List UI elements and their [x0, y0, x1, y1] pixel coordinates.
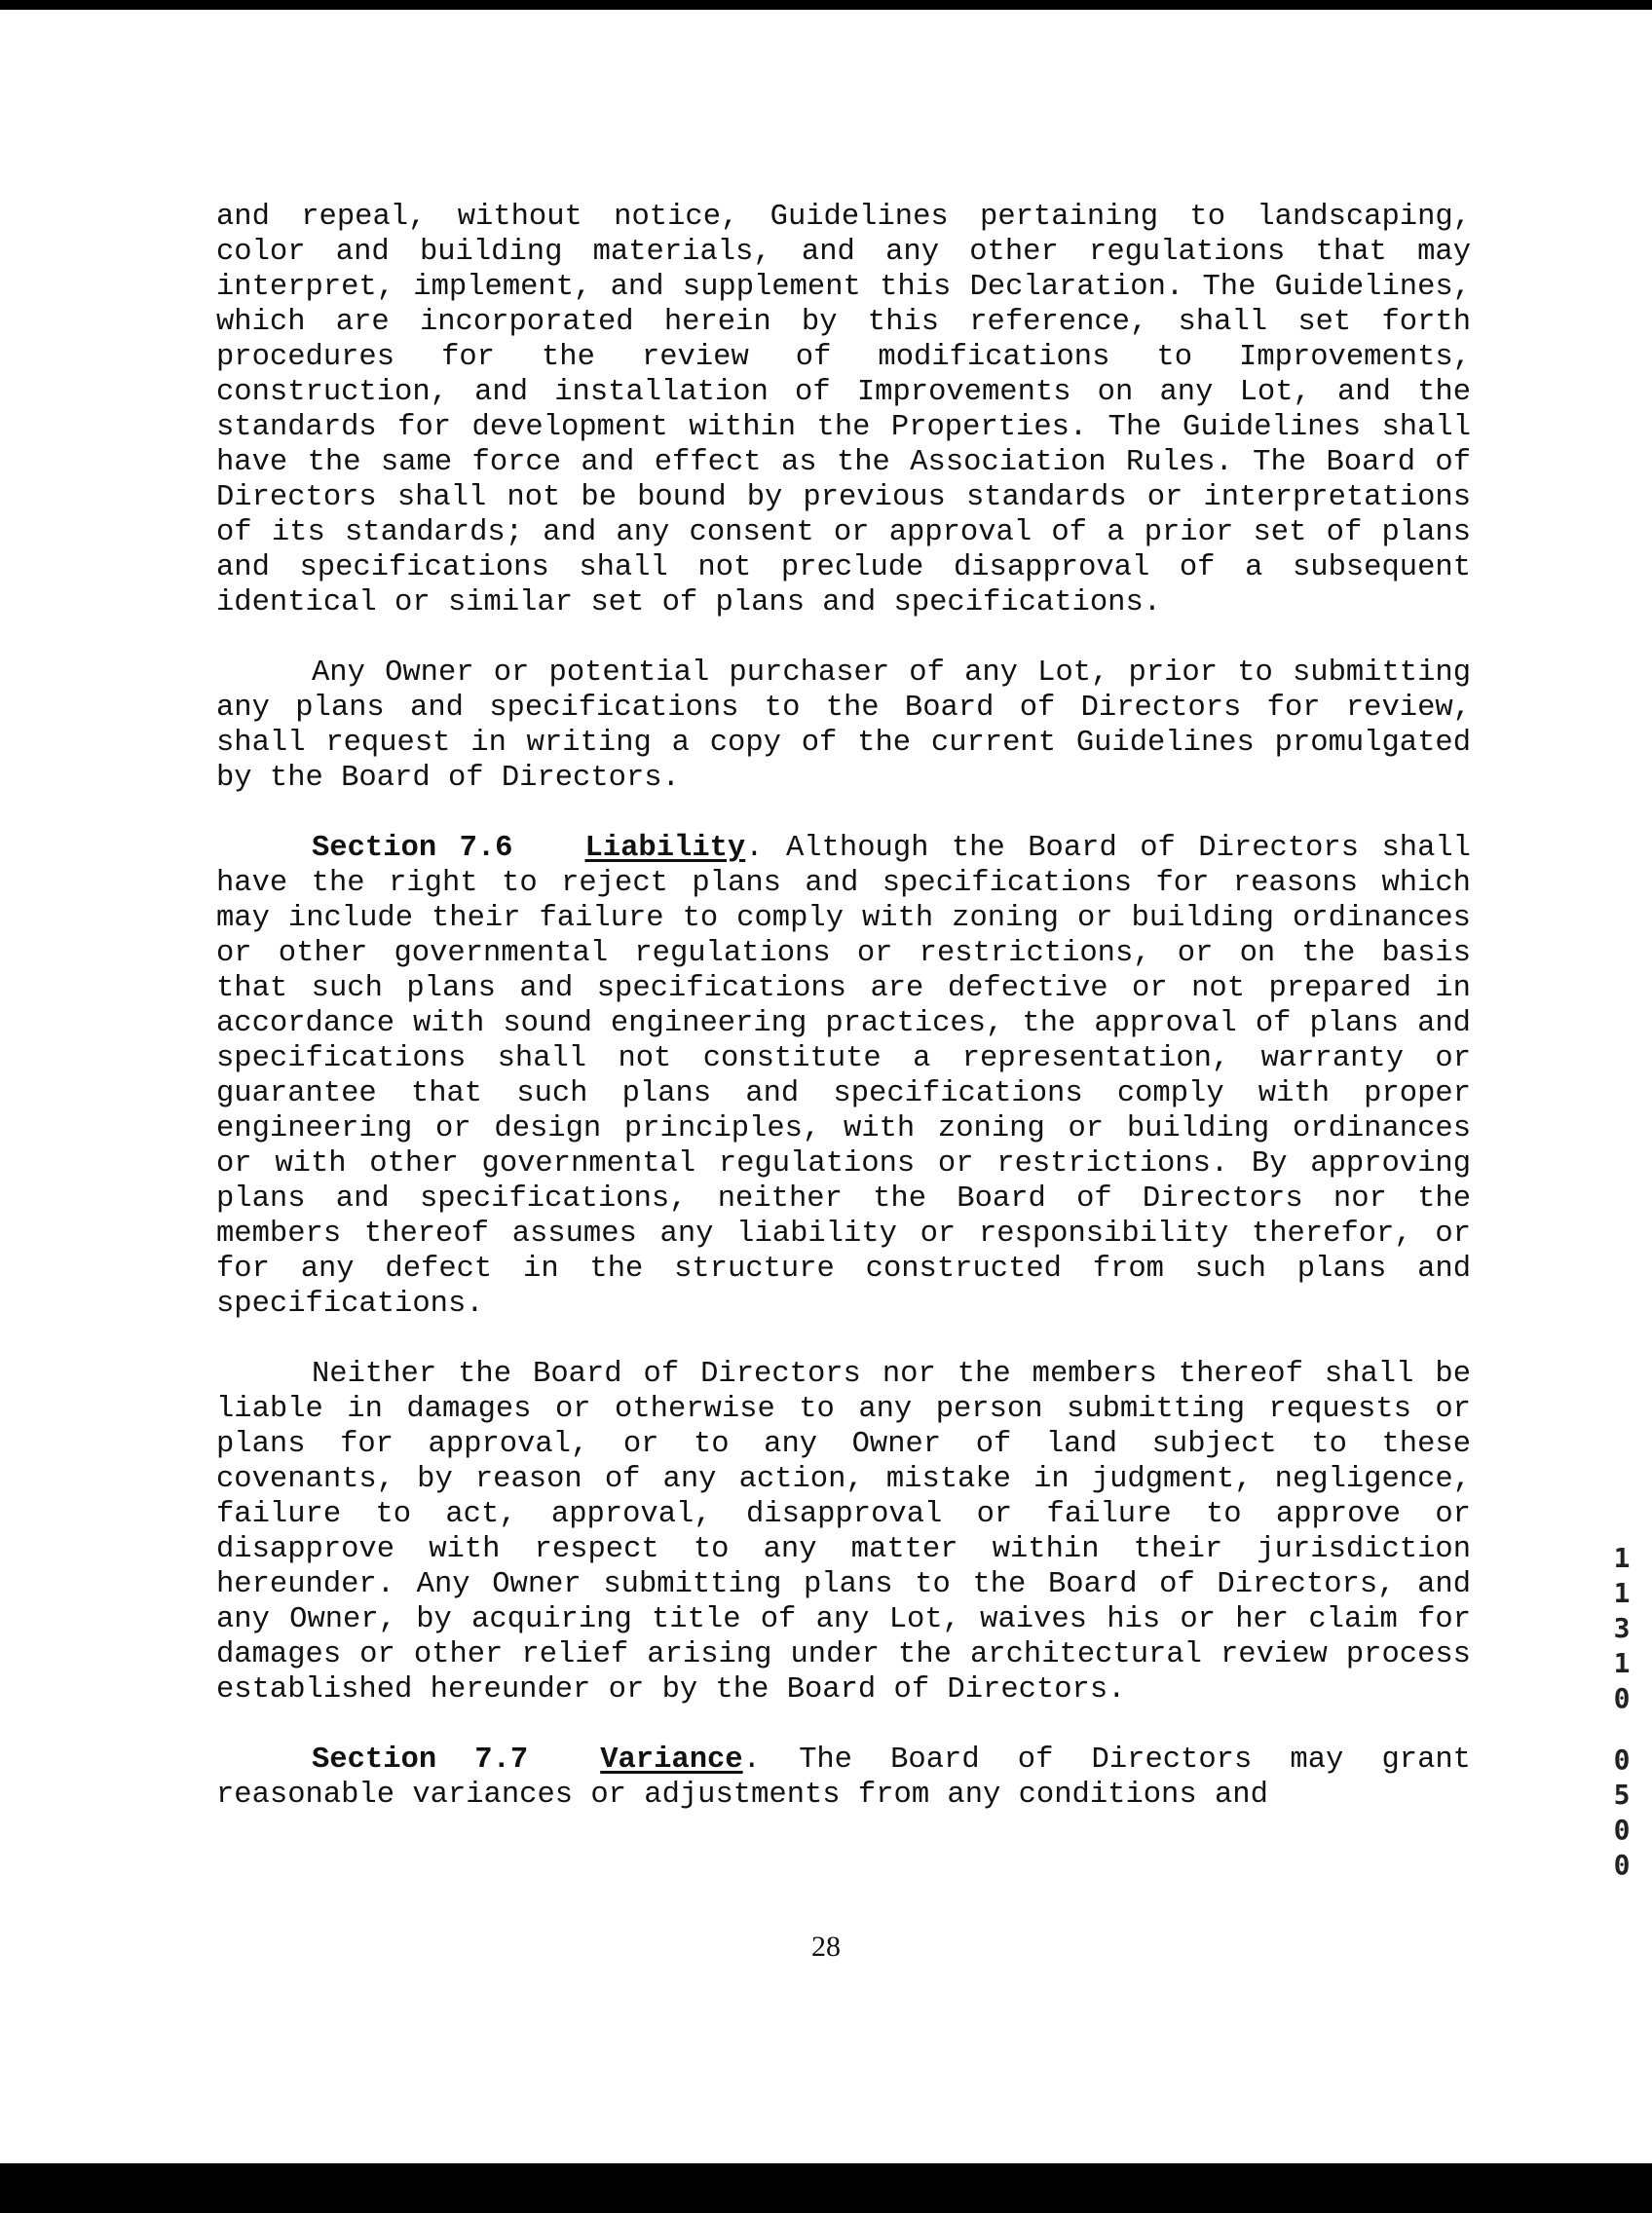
section-7-7-text: . The Board of Directors may grant reasonable variances or adjustments from any conditions and	[216, 1744, 1471, 1812]
margin-stamp-upper	[1607, 1541, 1636, 1716]
scan-top-edge	[0, 0, 1652, 10]
document-body	[216, 200, 1471, 1813]
section-7-6-text: . Although the Board of Directors shall have the right to reject plans and specifications for reasons which may include their failure to comply with zoning or building ordinances or other governmental regulations or restrictions, or on the basis that such plans and specifications are defective or not prepared in accordance with sound engineering practices, the approval of plans and specifications shall not constitute a representation, warranty or guarantee that such plans and specifications comply with proper engineering or design principles, with zoning or building ordinances or with other governmental regulations or restrictions. By approving plans and specifications, neither the Board of Directors nor the members thereof assumes any liability or responsibility therefor, or for any defect in the structure constructed from such plans and specifications.	[216, 832, 1471, 1321]
section-7-6-title: Liability	[584, 832, 746, 865]
paragraph-liability-waiver: Neither the Board of Directors nor the members thereof shall be liable in damages or otherwise to any person submitting requests or plans for approval, or to any Owner of land subject to these covenants, by reason of any action, mistake in judgment, negligence, failure to act, approval, disapproval or failure to approve or disapprove with respect to any matter within their jurisdiction hereunder. Any Owner submitting plans to the Board of Directors, and any Owner, by acquiring title of any Lot, waives his or her claim for damages or other relief arising under the architectural review process established hereunder or by the Board of Directors.	[216, 1358, 1471, 1707]
page-number: 28	[811, 1931, 841, 1963]
section-7-6-paragraph	[216, 831, 1471, 1322]
stamp-digit: 1	[1613, 1647, 1631, 1679]
stamp-digit: 0	[1613, 1744, 1631, 1776]
section-7-7-title: Variance	[600, 1744, 743, 1777]
stamp-digit: 0	[1613, 1682, 1631, 1714]
paragraph-owner-request: Any Owner or potential purchaser of any Lot, prior to submitting any plans and specifications to the Board of Directors for review, shall request in writing a copy of the current Guidelines promulgated by the Board of Directors.	[216, 656, 1471, 795]
paragraph-guidelines: and repeal, without notice, Guidelines pertaining to landscaping, color and building materials, and any other regulations that may interpret, implement, and supplement this Declaration. The Guidelines, which are incorporated herein by this reference, shall set forth procedures for the review of modifications to Improvements, construction, and installation of Improvements on any Lot, and the standards for development within the Properties. The Guidelines shall have the same force and effect as the Association Rules. The Board of Directors shall not be bound by previous standards or interpretations of its standards; and any consent or approval of a prior set of plans and specifications shall not preclude disapproval of a subsequent identical or similar set of plans and specifications.	[216, 201, 1471, 619]
section-7-7-paragraph	[216, 1743, 1471, 1813]
stamp-digit: 5	[1613, 1779, 1631, 1811]
stamp-digit: 1	[1613, 1577, 1631, 1609]
stamp-digit: 1	[1613, 1542, 1631, 1574]
section-7-6-number: Section 7.6	[312, 832, 513, 865]
margin-stamp-lower	[1607, 1743, 1636, 1883]
section-7-7-number: Section 7.7	[312, 1744, 529, 1777]
scan-bottom-edge	[0, 2163, 1652, 2213]
stamp-digit: 3	[1613, 1612, 1631, 1644]
stamp-digit: 0	[1613, 1814, 1631, 1846]
stamp-digit: 0	[1613, 1849, 1631, 1881]
